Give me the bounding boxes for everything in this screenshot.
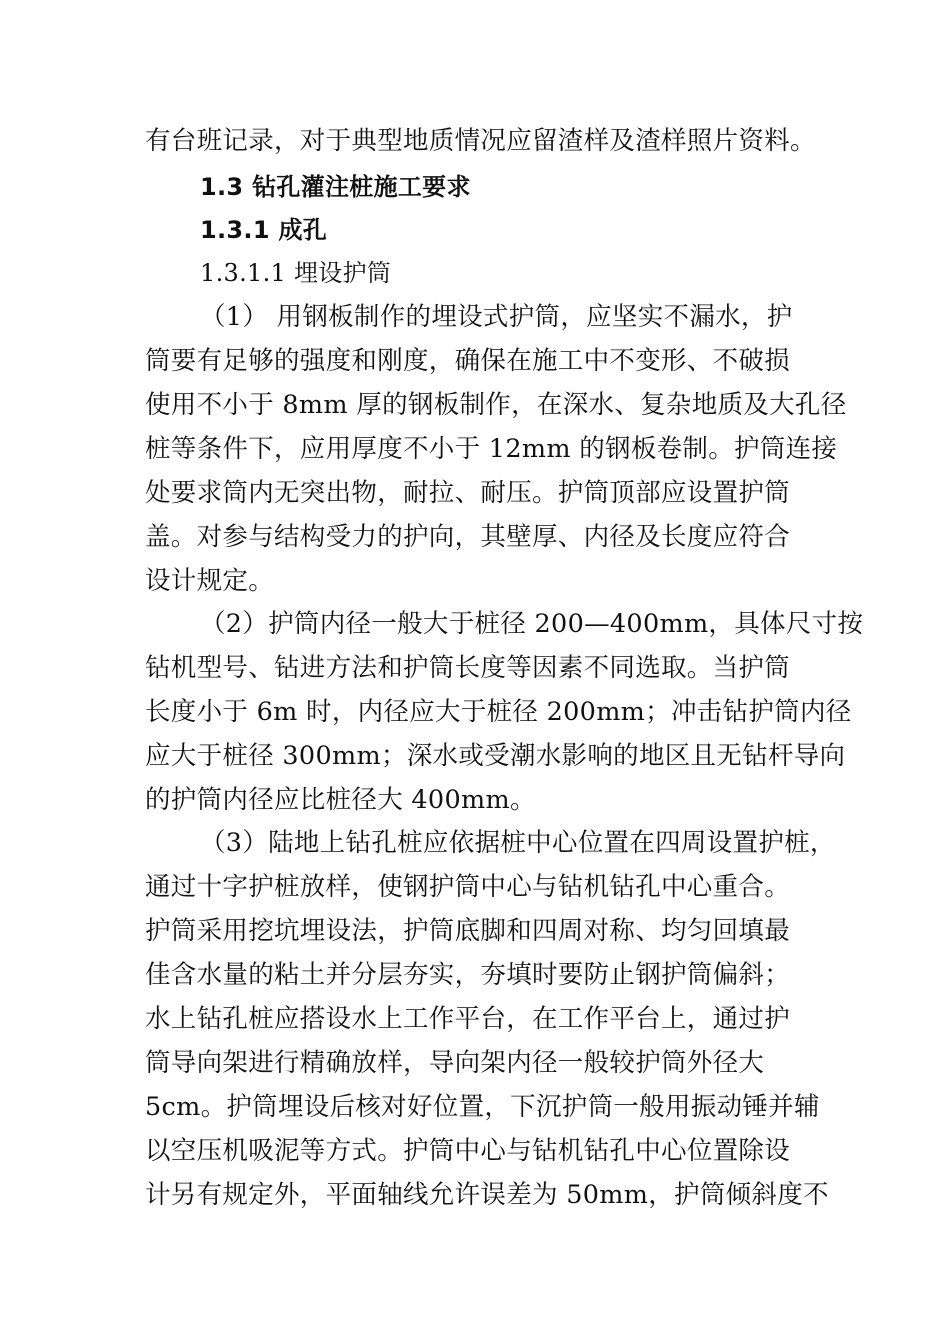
paragraph-line: 水上钻孔桩应搭设水上工作平台，在工作平台上，通过护 xyxy=(145,1004,791,1034)
paragraph-line: 盖。对参与结构受力的护向，其壁厚、内径及长度应符合 xyxy=(145,522,791,552)
paragraph-line: 长度小于 6m 时，内径应大于桩径 200mm；冲击钻护筒内径 xyxy=(145,697,852,727)
paragraph-line: 5cm。护筒埋设后核对好位置，下沉护筒一般用振动锤并辅 xyxy=(145,1092,820,1122)
paragraph-line: 处要求筒内无突出物，耐拉、耐压。护筒顶部应设置护筒 xyxy=(145,478,791,508)
paragraph-line: 以空压机吸泥等方式。护筒中心与钻机钻孔中心位置除设 xyxy=(145,1136,791,1166)
paragraph-line: 钻机型号、钻进方法和护筒长度等因素不同选取。当护筒 xyxy=(145,653,791,683)
paragraph-line: 计另有规定外，平面轴线允许误差为 50mm，护筒倾斜度不 xyxy=(145,1180,829,1210)
paragraph-line: 的护筒内径应比桩径大 400mm。 xyxy=(145,785,536,815)
paragraph-line: 通过十字护桩放样，使钢护筒中心与钻机钻孔中心重合。 xyxy=(145,872,791,902)
paragraph-line: （3）陆地上钻孔桩应依据桩中心位置在四周设置护桩， xyxy=(200,828,836,858)
paragraph-line: 使用不小于 8mm 厚的钢板制作，在深水、复杂地质及大孔径 xyxy=(145,390,847,420)
paragraph-line: （1） 用钢板制作的埋设式护筒，应坚实不漏水，护 xyxy=(200,302,793,332)
paragraph-line: 筒导向架进行精确放样，导向架内径一般较护筒外径大 xyxy=(145,1048,765,1078)
paragraph-line: 护筒采用挖坑埋设法，护筒底脚和四周对称、均匀回填最 xyxy=(145,916,791,946)
paragraph-line: 应大于桩径 300mm；深水或受潮水影响的地区且无钻杆导向 xyxy=(145,741,846,771)
paragraph-line: 筒要有足够的强度和刚度，确保在施工中不变形、不破损 xyxy=(145,346,791,376)
paragraph-line: 佳含水量的粘土并分层夯实，夯填时要防止钢护筒偏斜； xyxy=(145,960,791,990)
section-heading: 1.3 钻孔灌注桩施工要求 xyxy=(200,173,471,201)
paragraph-line: 设计规定。 xyxy=(145,566,275,596)
paragraph-line: （2）护筒内径一般大于桩径 200—400mm，具体尺寸按 xyxy=(200,609,864,639)
paragraph-line: 桩等条件下，应用厚度不小于 12mm 的钢板卷制。护筒连接 xyxy=(145,434,838,464)
subsection-heading: 1.3.1 成孔 xyxy=(200,216,328,244)
paragraph-line: 有台班记录，对于典型地质情况应留渣样及渣样照片资料。 xyxy=(145,126,816,156)
subsubsection-heading: 1.3.1.1 埋设护筒 xyxy=(200,259,392,287)
